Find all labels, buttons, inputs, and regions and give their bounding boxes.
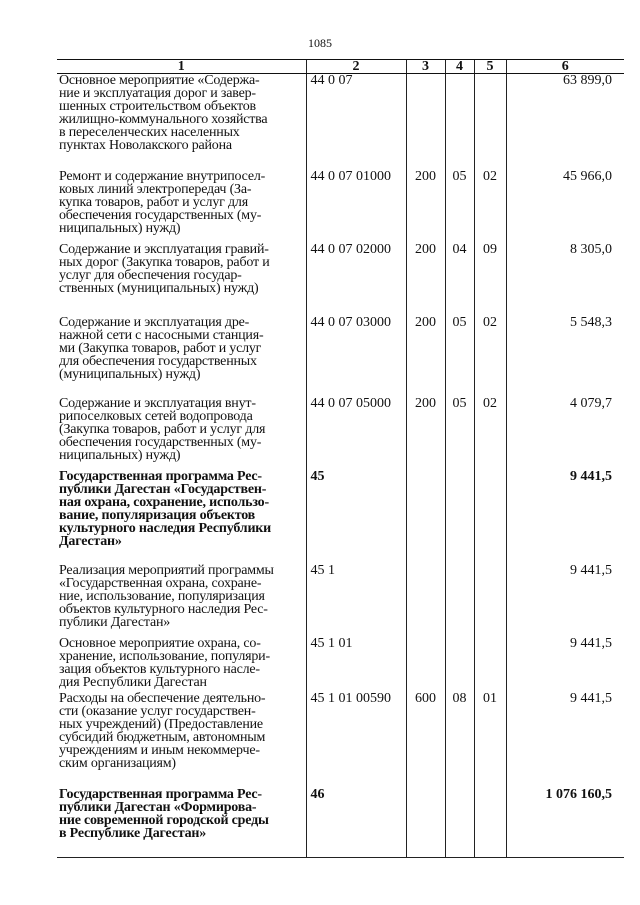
row-code-cell: 46 xyxy=(306,788,406,858)
row-col4-cell: 05 xyxy=(445,316,474,397)
row-col3-cell xyxy=(406,564,445,637)
row-name-cell: Государственная программа Рес- публики Дагестан «Государствен- ная охрана, сохранение, использо- вание, популяризация объектов культурного наследия Республики Дагестан» xyxy=(59,468,272,549)
row-amount-cell: 9 441,5 xyxy=(506,470,624,564)
row-col5-cell: 02 xyxy=(474,170,506,243)
row-amount-cell: 1 076 160,5 xyxy=(506,788,624,858)
row-name-cell: Содержание и эксплуатация дре- нажной сети с насосными станция- ми (Закупка товаров, работ и услуг для обеспечения государственных (муниципальных) нужд) xyxy=(59,314,264,382)
table-row xyxy=(57,74,624,170)
budget-table xyxy=(57,59,624,858)
row-col3-cell: 600 xyxy=(406,692,445,788)
row-amount-cell: 9 441,5 xyxy=(506,637,624,692)
table-row xyxy=(57,316,624,397)
row-code-cell: 44 0 07 03000 xyxy=(306,316,406,397)
row-amount-cell: 8 305,0 xyxy=(506,243,624,316)
row-col5-cell: 02 xyxy=(474,316,506,397)
row-name-cell: Содержание и эксплуатация внут- рипоселковых сетей водопровода (Закупка товаров, работ и услуг для обеспечения государственных (му- ниципальных) нужд) xyxy=(59,395,266,463)
row-amount-cell: 45 966,0 xyxy=(506,170,624,243)
row-col4-cell xyxy=(445,564,474,637)
row-col4-cell xyxy=(445,74,474,170)
row-col5-cell: 02 xyxy=(474,397,506,470)
row-amount-cell: 5 548,3 xyxy=(506,316,624,397)
row-col5-cell xyxy=(474,470,506,564)
row-name-cell: Государственная программа Рес- публики Дагестан «Формирова- ние современной городской среды в Республике Дагестан» xyxy=(57,788,306,858)
column-header: 6 xyxy=(506,60,624,74)
table-row xyxy=(57,397,624,470)
row-col3-cell xyxy=(406,470,445,564)
row-col4-cell xyxy=(445,470,474,564)
row-col5-cell xyxy=(474,564,506,637)
row-col4-cell: 05 xyxy=(445,397,474,470)
row-code-cell: 44 0 07 01000 xyxy=(306,170,406,243)
row-name-cell: Расходы на обеспечение деятельно- сти (оказание услуг государствен- ных учреждений) (Предоставление субсидий бюджетным, автономным учреждениям и иным некоммерче- ским организациям) xyxy=(59,690,266,771)
column-header: 3 xyxy=(406,60,445,74)
row-col3-cell: 200 xyxy=(406,397,445,470)
row-code-cell: 45 1 01 xyxy=(306,637,406,692)
row-amount-cell: 9 441,5 xyxy=(506,564,624,637)
row-code-cell: 44 0 07 02000 xyxy=(306,243,406,316)
row-code-cell: 44 0 07 05000 xyxy=(306,397,406,470)
row-col3-cell: 200 xyxy=(406,170,445,243)
table-row xyxy=(57,170,624,243)
row-col4-cell xyxy=(445,788,474,858)
column-header: 1 xyxy=(57,60,306,74)
row-col5-cell xyxy=(474,788,506,858)
row-col3-cell xyxy=(406,637,445,692)
row-col5-cell xyxy=(474,637,506,692)
table-row xyxy=(57,564,624,637)
column-header: 4 xyxy=(445,60,474,74)
row-amount-cell: 63 899,0 xyxy=(506,74,624,170)
table-row xyxy=(57,788,624,858)
table-row xyxy=(57,637,624,692)
header-row xyxy=(57,60,624,74)
row-code-cell: 44 0 07 xyxy=(306,74,406,170)
row-col5-cell: 09 xyxy=(474,243,506,316)
row-col4-cell: 04 xyxy=(445,243,474,316)
row-col3-cell xyxy=(406,74,445,170)
table-row xyxy=(57,243,624,316)
row-col5-cell xyxy=(474,74,506,170)
row-col3-cell: 200 xyxy=(406,316,445,397)
row-code-cell: 45 xyxy=(306,470,406,564)
table-row xyxy=(57,692,624,788)
row-col4-cell: 08 xyxy=(445,692,474,788)
row-col3-cell xyxy=(406,788,445,858)
row-amount-cell: 4 079,7 xyxy=(506,397,624,470)
row-name-cell: Ремонт и содержание внутрипосел- ковых линий электропередач (За- купка товаров, работ и услуг для обеспечения государственных (му- ниципальных) нужд) xyxy=(59,168,266,236)
row-name-cell: Реализация мероприятий программы «Государственная охрана, сохране- ние, использование, популяризация объектов культурного наследия Рес- публики Дагестан» xyxy=(59,562,274,630)
row-col4-cell: 05 xyxy=(445,170,474,243)
column-header: 2 xyxy=(306,60,406,74)
row-name-cell: Основное мероприятие охрана, со- хранение, использование, популяри- зация объектов культурного насле- дия Республики Дагестан xyxy=(59,635,270,690)
row-amount-cell: 9 441,5 xyxy=(506,692,624,788)
row-code-cell: 45 1 01 00590 xyxy=(306,692,406,788)
row-col5-cell: 01 xyxy=(474,692,506,788)
column-header: 5 xyxy=(474,60,506,74)
row-code-cell: 45 1 xyxy=(306,564,406,637)
row-name-cell: Основное мероприятие «Содержа- ние и эксплуатация дорог и завер- шенных строительством объектов жилищно-коммунального хозяйства в переселенческих населенных пунктах Новолакского района xyxy=(59,73,268,153)
row-col4-cell xyxy=(445,637,474,692)
table-row xyxy=(57,470,624,564)
row-col3-cell: 200 xyxy=(406,243,445,316)
row-name-cell: Содержание и эксплуатация гравий- ных дорог (Закупка товаров, работ и услуг для обеспечения государ- ственных (муниципальных) нужд) xyxy=(59,241,270,296)
page-number: 1085 xyxy=(308,36,332,50)
